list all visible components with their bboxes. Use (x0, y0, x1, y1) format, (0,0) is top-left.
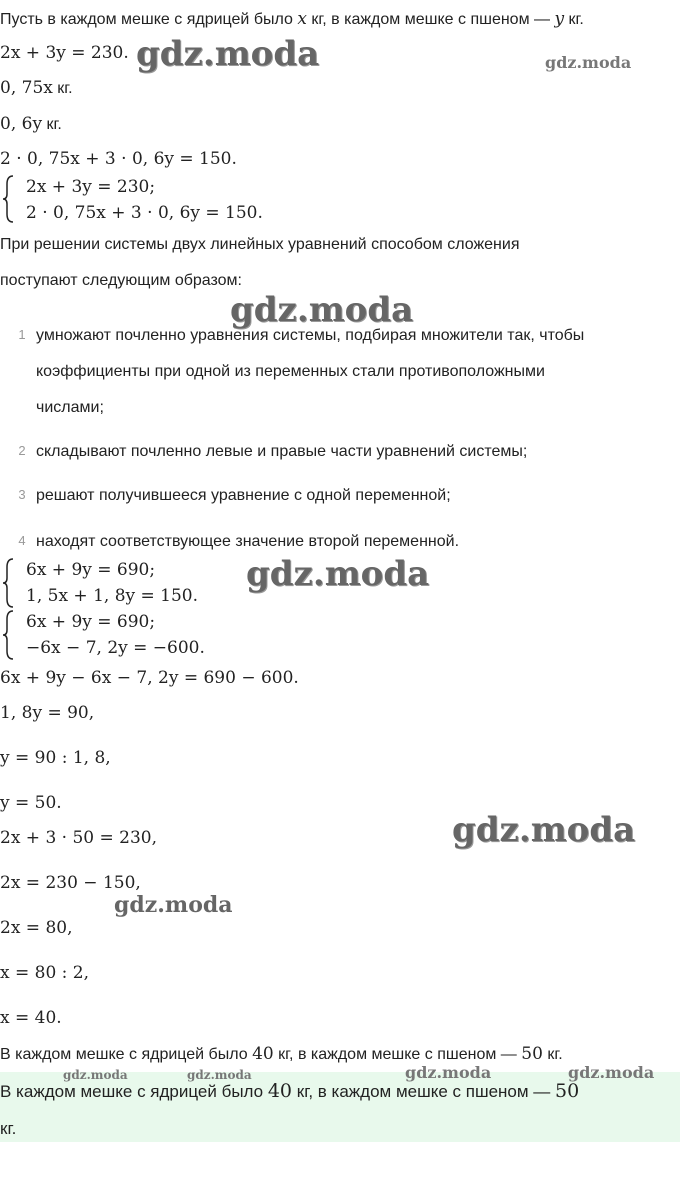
solution-line: 6x + 9y − 6x − 7, 2y = 690 − 600. (0, 668, 299, 688)
solution-line: 2x = 230 − 150, (0, 873, 141, 893)
watermark-logo: gdz.moda (187, 1068, 252, 1082)
system-3 (0, 609, 320, 661)
var-x: x (297, 9, 307, 29)
answer-line-1 (0, 1080, 579, 1103)
solution-line: 2x + 3 · 50 = 230, (0, 828, 158, 848)
step-number: 1 (18, 327, 26, 342)
solution-line: y = 50. (0, 793, 62, 813)
eq2-math: 0, 75x (0, 78, 53, 98)
equation-3 (0, 113, 62, 136)
answer-num-a: 40 (267, 1080, 293, 1102)
solution-line: x = 40. (0, 1008, 62, 1028)
solution-line: x = 80 : 2, (0, 963, 90, 983)
eq3-unit: кг. (42, 116, 62, 133)
answer-box (0, 1072, 680, 1142)
intro-text-3: кг. (564, 11, 584, 28)
equation-1: 2x + 3y = 230. (0, 43, 129, 63)
step-text: складывают почленно левые и правые части уравнений системы; (36, 443, 528, 460)
conclusion-num-a: 40 (252, 1044, 274, 1064)
var-y: y (554, 9, 565, 29)
answer-line-2: кг. (0, 1119, 17, 1138)
watermark-logo: gdz.moda (452, 810, 636, 850)
step-text: решают получившееся уравнение с одной переменной; (36, 487, 451, 504)
watermark-logo: gdz.moda (246, 554, 430, 594)
step-number: 2 (18, 443, 26, 458)
conclusion-text: В каждом мешке с ядрицей было (0, 1046, 253, 1063)
left-brace-icon (0, 609, 16, 661)
eq2-unit: кг. (52, 80, 73, 97)
system-1-line-1: 2x + 3y = 230; (26, 177, 156, 197)
answer-num-b: 50 (555, 1080, 580, 1102)
conclusion-text-2: кг, в каждом мешке с пшеном — (273, 1046, 522, 1063)
step-number: 3 (18, 487, 26, 502)
method-text-1: При решении системы двух линейных уравнений способом сложения (0, 236, 520, 253)
equation-2 (0, 77, 73, 100)
system-2-line-1: 6x + 9y = 690; (26, 560, 156, 580)
watermark-logo: gdz.moda (568, 1063, 655, 1082)
equation-4: 2 · 0, 75x + 3 · 0, 6y = 150. (0, 149, 237, 169)
intro-line (0, 8, 584, 31)
step-text: числами; (36, 399, 104, 416)
step-text: коэффициенты при одной из переменных стали противоположными (36, 363, 545, 380)
left-brace-icon (0, 557, 16, 609)
method-text-2: поступают следующим образом: (0, 272, 242, 289)
watermark-logo: gdz.moda (136, 34, 320, 74)
solution-line: y = 90 : 1, 8, (0, 748, 111, 768)
system-3-line-2: −6x − 7, 2y = −600. (26, 638, 205, 658)
left-brace-icon (0, 174, 16, 224)
watermark-logo: gdz.moda (405, 1063, 492, 1082)
conclusion-text-3: кг. (542, 1046, 563, 1063)
watermark-logo: gdz.moda (63, 1068, 128, 1082)
answer-text-2: кг, в каждом мешке с пшеном — (292, 1082, 556, 1101)
watermark-logo: gdz.moda (114, 892, 233, 918)
solution-line: 1, 8y = 90, (0, 703, 95, 723)
system-3-line-1: 6x + 9y = 690; (26, 612, 156, 632)
step-text: находят соответствующее значение второй переменной. (36, 533, 460, 550)
watermark-logo: gdz.moda (545, 53, 632, 72)
solution-line: 2x = 80, (0, 918, 73, 938)
step-number: 4 (18, 533, 26, 548)
step-text: умножают почленно уравнения системы, подбирая множители так, чтобы (36, 327, 585, 344)
system-1 (0, 174, 320, 224)
system-1-line-2: 2 · 0, 75x + 3 · 0, 6y = 150. (26, 203, 263, 223)
watermark-logo: gdz.moda (230, 290, 414, 330)
eq3-math: 0, 6y (0, 114, 43, 134)
answer-text: В каждом мешке с ядрицей было (0, 1082, 268, 1101)
conclusion-num-b: 50 (521, 1044, 543, 1064)
system-2-line-2: 1, 5x + 1, 8y = 150. (26, 586, 199, 606)
intro-text: Пусть в каждом мешке с ядрицей было (0, 11, 298, 28)
intro-text-2: кг, в каждом мешке с пшеном — (306, 11, 555, 28)
